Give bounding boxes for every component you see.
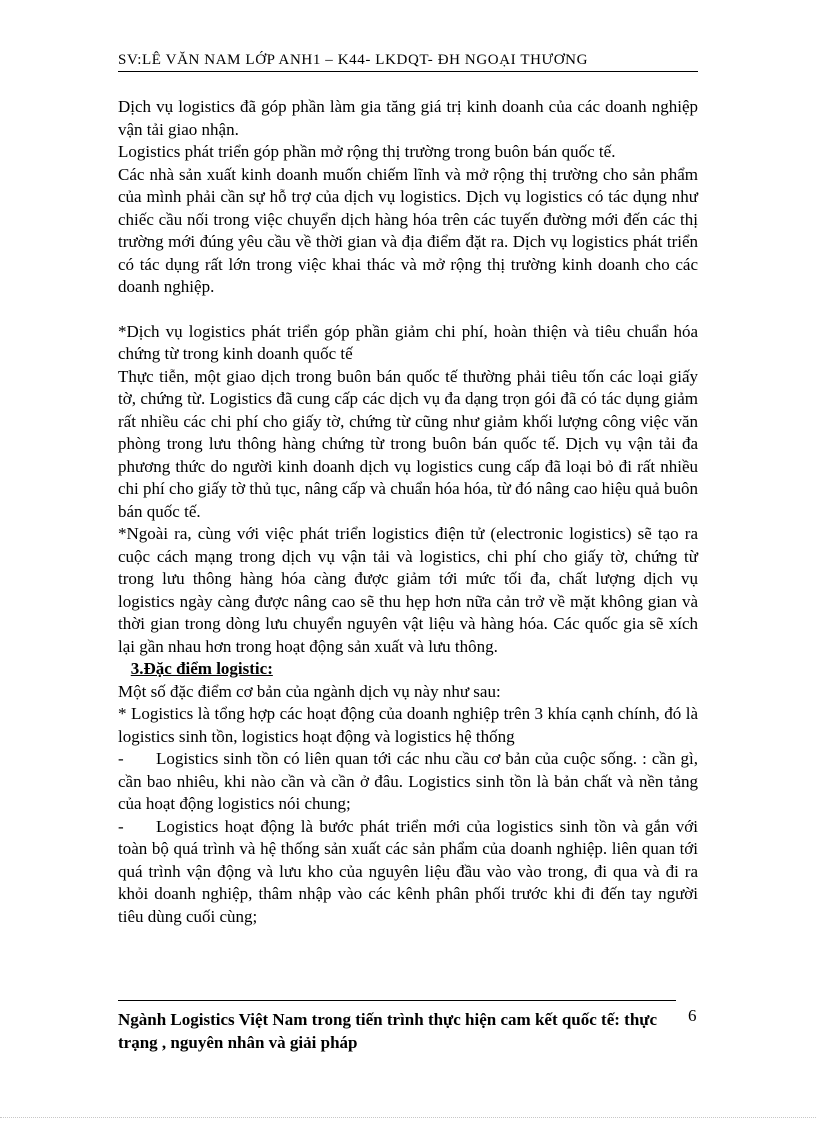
header-rule — [118, 71, 698, 72]
dash-item-text: Logistics hoạt động là bước phát triển mới của logistics sinh tồn và gắn với toàn bộ quá trình và hệ thống sản xuất các sản phẩm của doanh nghiệp. liên quan tới quá trình vận động và lưu kho của nguyên liệu đầu vào vào trong, đi qua và đi ra khỏi doanh nghiệp, thâm nhập vào các kênh phân phối trước khi đi đến tay người tiêu dùng cuối cùng; — [118, 816, 698, 926]
dash-list-item — [118, 816, 698, 929]
page-edge-dots — [0, 1117, 816, 1118]
dash-marker: - — [118, 816, 124, 836]
footer-title: Ngành Logistics Việt Nam trong tiến trình thực hiện cam kết quốc tế: thực trạng , nguyên nhân và giải pháp — [118, 1010, 658, 1052]
page-body — [118, 96, 698, 928]
footer-rule — [118, 1000, 676, 1001]
section-point: * Logistics là tổng hợp các hoạt động của doanh nghiệp trên 3 khía cạnh chính, đó là logistics sinh tồn, logistics hoạt động và logistics hệ thống — [118, 704, 698, 746]
dash-list-item — [118, 748, 698, 816]
dash-marker: - — [118, 749, 124, 768]
section-intro: Một số đặc điểm cơ bản của ngành dịch vụ này như sau: — [118, 681, 501, 701]
section-heading-line — [118, 658, 698, 681]
paragraph: *Dịch vụ logistics phát triển góp phần giảm chi phí, hoàn thiện và tiêu chuẩn hóa chứng từ trong kinh doanh quốc tế — [118, 321, 698, 363]
page-header: SV:LÊ VĂN NAM LỚP ANH1 – K44- LKDQT- ĐH NGOẠI THƯƠNG — [118, 52, 589, 68]
section-heading: 3.Đặc điểm logistic: — [130, 659, 273, 678]
paragraph: Dịch vụ logistics đã góp phần làm gia tăng giá trị kinh doanh của các doanh nghiệp vận tải giao nhận. — [118, 97, 698, 139]
paragraph-gap — [118, 299, 698, 321]
paragraph: *Ngoài ra, cùng với việc phát triển logistics điện tử (electronic logistics) sẽ tạo ra cuộc cách mạng trong dịch vụ vận tải và logistics, chi phí cho giấy tờ, chứng từ trong lưu thông hàng hóa càng được giảm tới mức tối đa, chất lượng dịch vụ logistics ngày càng được nâng cao sẽ thu hẹp hơn nữa cản trở về mặt không gian và thời gian trong dòng lưu chuyển nguyên vật liệu và hàng hóa. Các quốc gia sẽ xích lại gần nhau hơn trong hoạt động sản xuất và lưu thông. — [118, 524, 698, 656]
dash-item-text: Logistics sinh tồn có liên quan tới các nhu cầu cơ bản của cuộc sống. : cần gì, cần bao nhiêu, khi nào cần và cần ở đâu. Logistics sinh tồn là bản chất và nền tảng của hoạt động logistics nói chung; — [118, 749, 698, 813]
paragraph: Các nhà sản xuất kinh doanh muốn chiếm lĩnh và mở rộng thị trường cho sản phẩm của mình phải cần sự hỗ trợ của dịch vụ logistics. Dịch vụ logistics có tác dụng như chiếc cầu nối trong việc chuyển dịch hàng hóa trên các tuyến đường mới đến các thị trường mới đúng yêu cầu về thời gian và địa điểm đặt ra. Dịch vụ logistics phát triển có tác dụng rất lớn trong việc khai thác và mở rộng thị trường kinh doanh cho các doanh nghiệp. — [118, 164, 698, 296]
paragraph: Thực tiễn, một giao dịch trong buôn bán quốc tế thường phải tiêu tốn các loại giấy tờ, chứng từ. Logistics đã cung cấp các dịch vụ đa dạng trọn gói đã có tác dụng giảm rất nhiều các chi phí cho giấy tờ, chứng từ cũng như giảm khối lượng công việc văn phòng trong lưu thông hàng chứng từ trong buôn bán quốc tế. Dịch vụ vận tải đa phương thức do người kinh doanh dịch vụ logistics cung cấp đã loại bỏ đi rất nhiều chi phí cho giấy tờ thủ tục, nâng cấp và chuẩn hóa hóa, từ đó nâng cao hiệu quả buôn bán quốc tế. — [118, 366, 698, 521]
page-number: 6 — [688, 1006, 697, 1025]
paragraph: Logistics phát triển góp phần mở rộng thị trường trong buôn bán quốc tế. — [118, 142, 616, 161]
